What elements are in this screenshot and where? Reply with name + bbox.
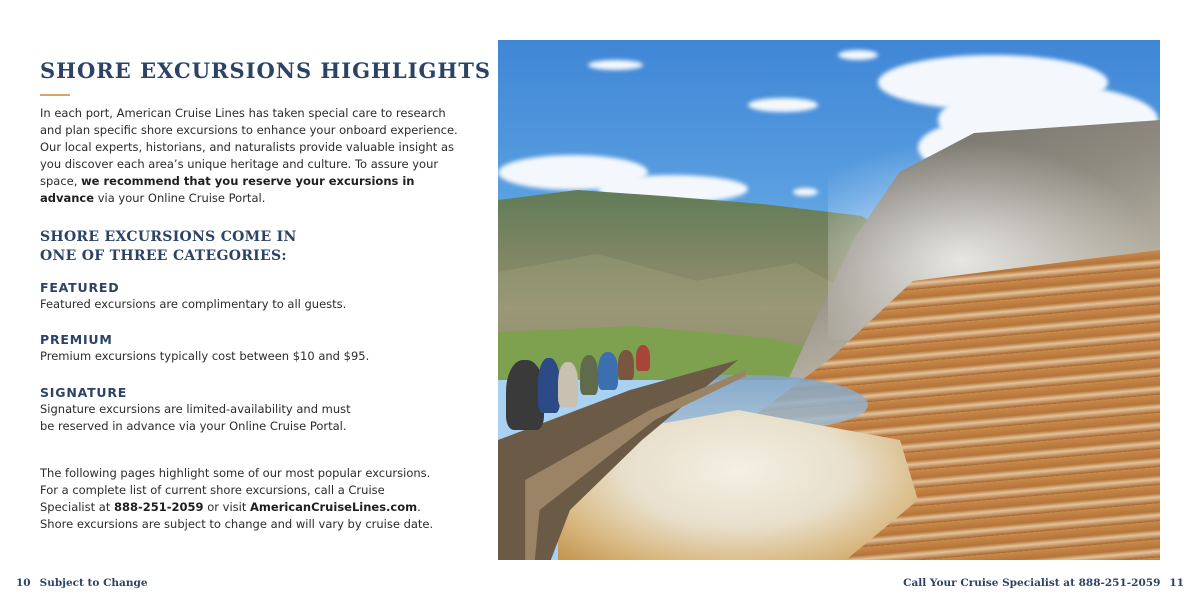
page-title: SHORE EXCURSIONS HIGHLIGHTS — [40, 58, 492, 83]
categories-heading-line2: ONE OF THREE CATEGORIES: — [40, 248, 287, 264]
cloud — [588, 60, 643, 70]
intro-bold-text: we recommend that you reserve your excursions in advance — [40, 174, 415, 205]
categories-heading-line1: SHORE EXCURSIONS COME IN — [40, 229, 297, 245]
closing-paragraph — [40, 465, 440, 533]
intro-text-end: via your Online Cruise Portal. — [94, 191, 266, 205]
category-description — [40, 401, 460, 435]
footer-right-text: Call Your Cruise Specialist at 888-251-2059 — [903, 577, 1161, 589]
category-premium — [40, 332, 460, 365]
cloud — [793, 188, 818, 196]
category-name: PREMIUM — [40, 332, 113, 347]
category-description-line2: be reserved in advance via your Online Cruise Portal. — [40, 419, 347, 433]
intro-paragraph — [40, 105, 460, 207]
visitor — [598, 352, 618, 390]
accent-rule — [40, 94, 70, 96]
category-description-line1: Signature excursions are limited-availability and must — [40, 402, 351, 416]
visitor — [618, 350, 634, 380]
footer-left-text: Subject to Change — [39, 577, 148, 589]
left-column — [40, 58, 492, 207]
closing-text: . Shore excursions are subject to change and will vary by cruise date. — [40, 500, 434, 531]
phone-number: 888-251-2059 — [114, 500, 204, 514]
footer-right — [903, 577, 1184, 589]
visitor — [580, 355, 598, 395]
closing-text: The following pages highlight some of our most popular excursions. For a complete list of current shore excursions, call a Cruise Specialist at — [40, 466, 431, 514]
visitor — [538, 358, 560, 413]
category-featured — [40, 280, 460, 313]
cloud — [748, 98, 818, 112]
intro-text: In each port, American Cruise Lines has taken special care to research and plan specific shore excursions to enhance your onboard experience. Our local experts, historians, and naturalists provide valuable insight as you discover each area’s unique heritage and culture. To assure your space, — [40, 106, 458, 188]
landscape-photo — [498, 40, 1160, 560]
website-link[interactable]: AmericanCruiseLines.com — [250, 500, 418, 514]
visitor — [558, 362, 578, 407]
page-number-left: 10 — [16, 577, 31, 589]
closing-text: or visit — [203, 500, 251, 514]
category-signature — [40, 385, 460, 435]
category-name: FEATURED — [40, 280, 120, 295]
categories-heading — [40, 228, 297, 266]
category-name: SIGNATURE — [40, 385, 128, 400]
category-description: Featured excursions are complimentary to all guests. — [40, 297, 347, 311]
footer-left — [16, 577, 148, 589]
cloud — [838, 50, 878, 60]
page-number-right: 11 — [1169, 577, 1184, 589]
visitor — [636, 345, 650, 371]
category-description: Premium excursions typically cost between $10 and $95. — [40, 349, 370, 363]
